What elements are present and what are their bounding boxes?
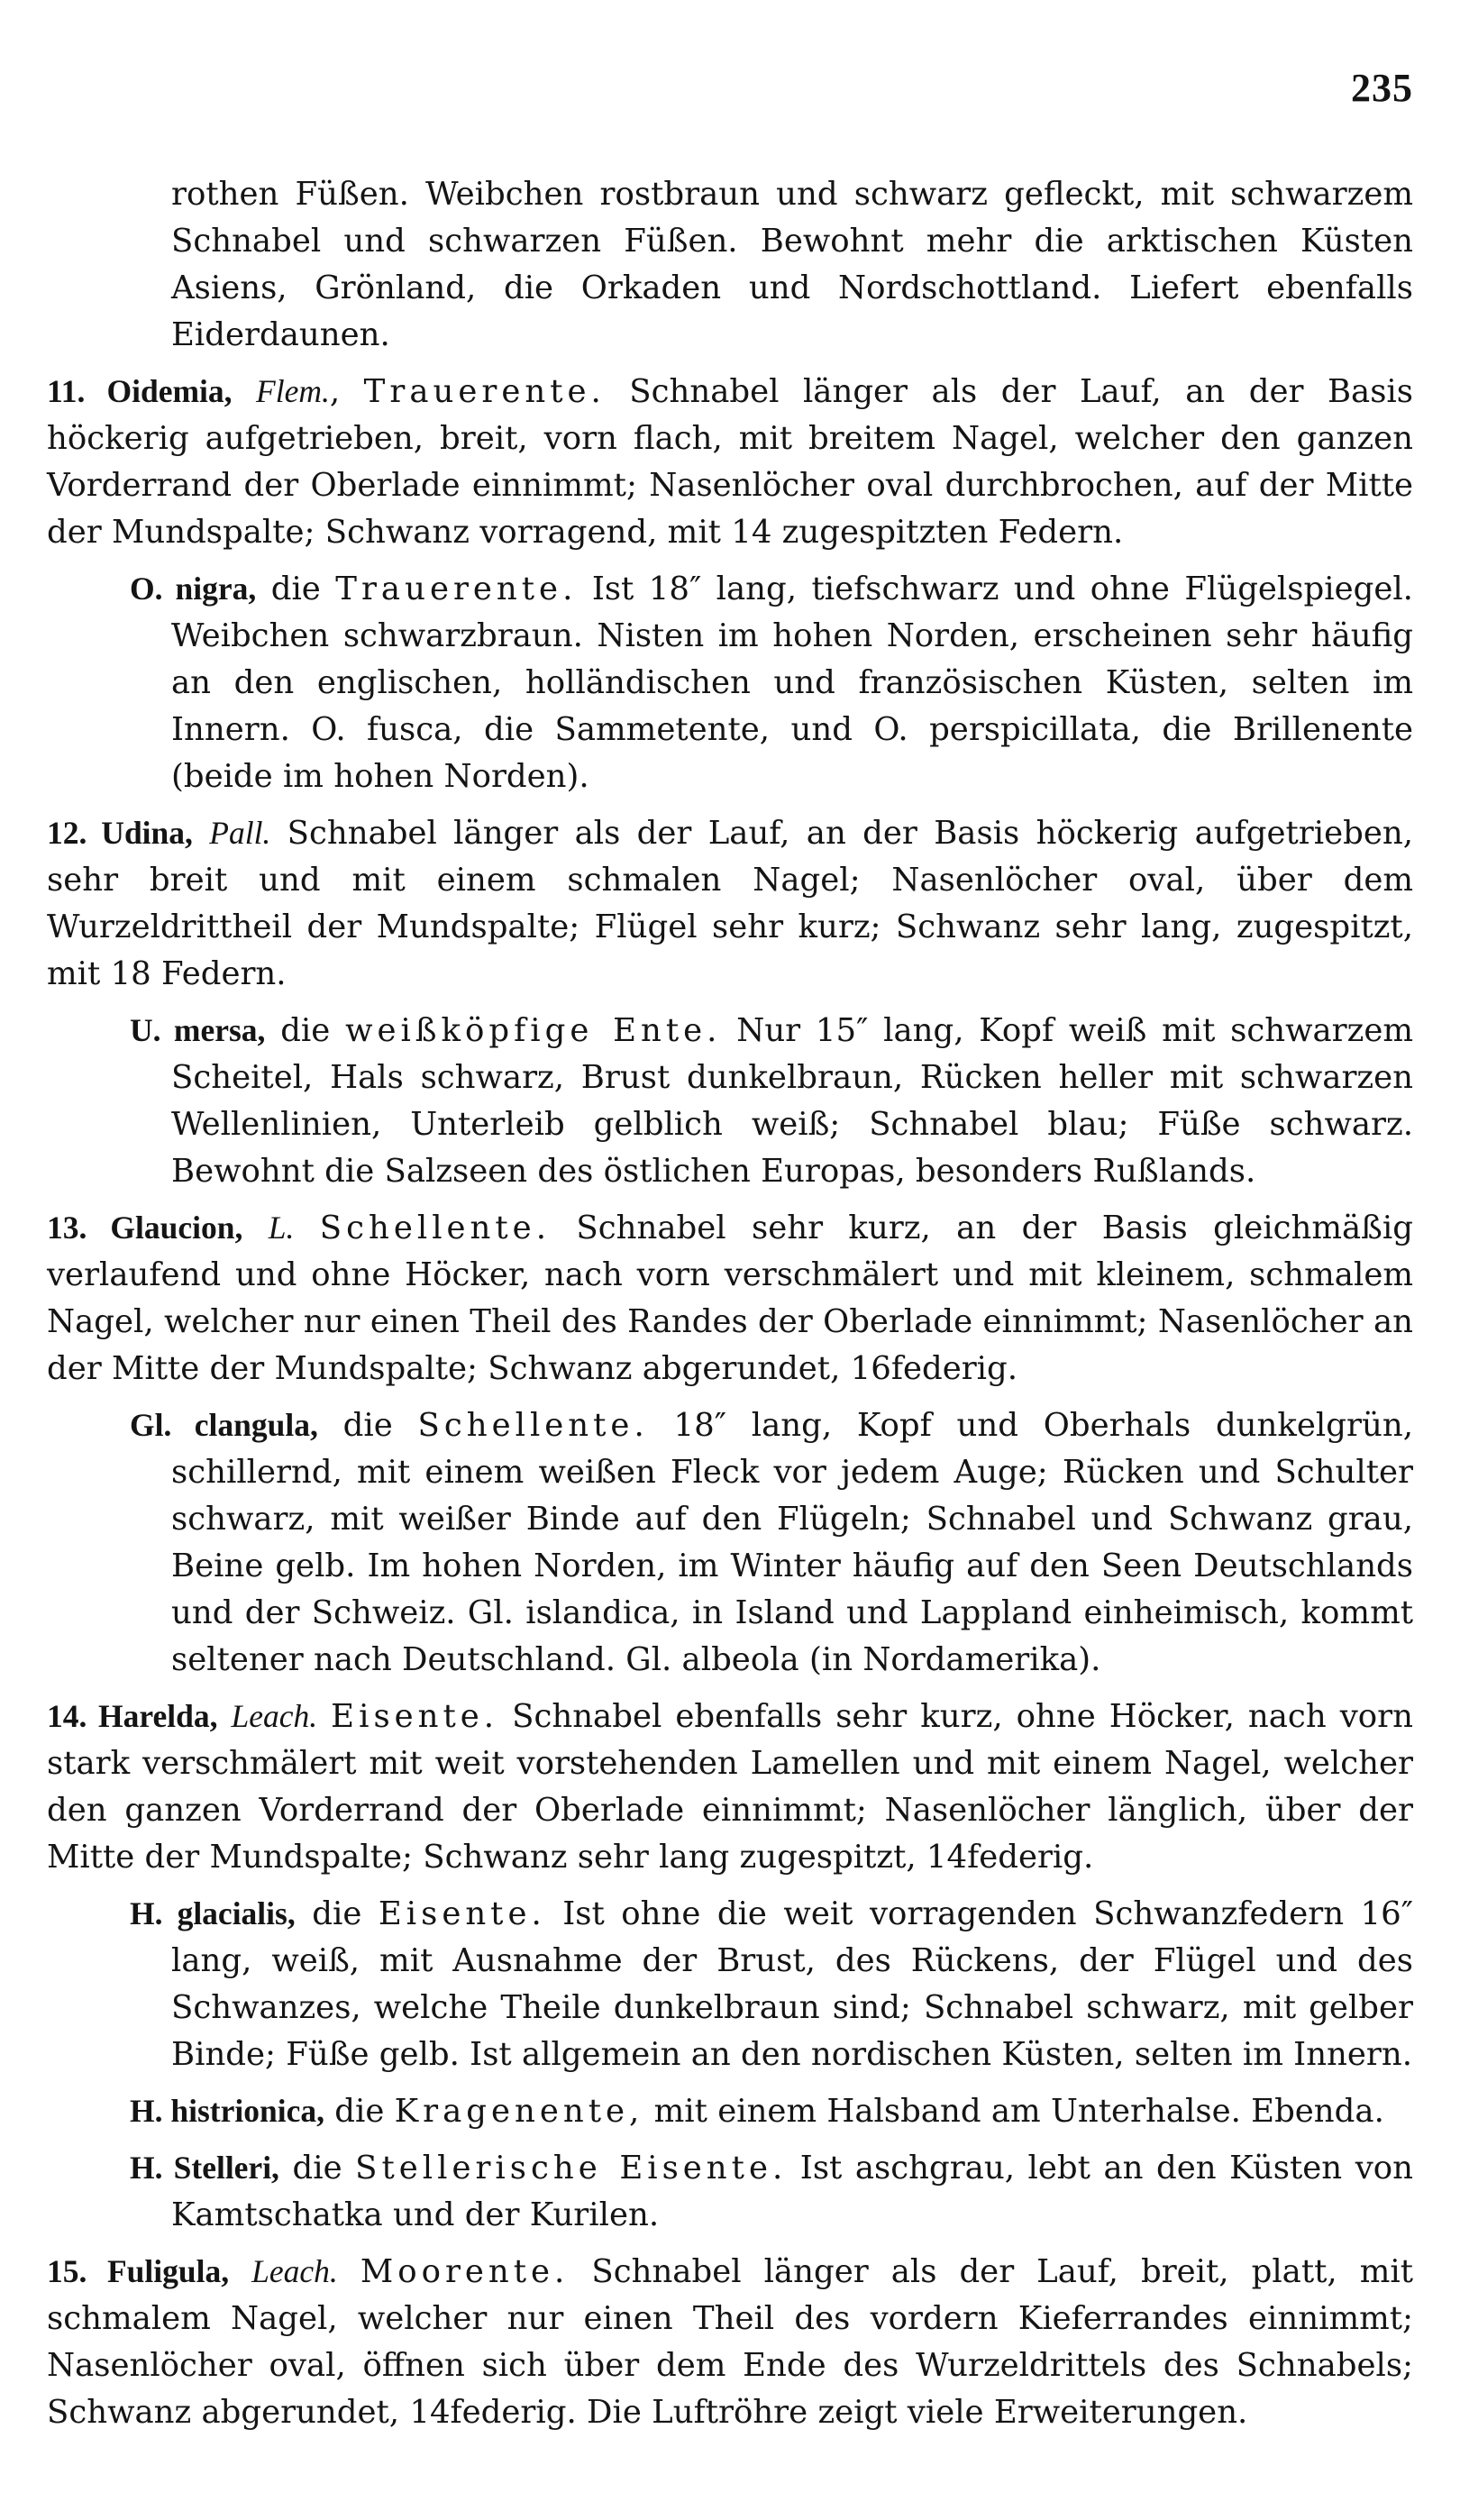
- paragraph-text: Schnabel länger als der Lauf, breit, platt, mit schmalem Nagel, welcher nur einen Theil des vordern Kieferrandes einnimmt; Nasenlöcher oval, öffnen sich über dem Ende des Wurzeldrittels des Schnabels; Schwanz abgerundet, 14federig. Die Luftröhre zeigt viele Erweiterungen.: [47, 2253, 1413, 2431]
- species-entry-h-stelleri: [130, 2144, 1413, 2239]
- species-entry-u-mersa: [130, 1007, 1413, 1195]
- paragraph-text: Ist aschgrau, lebt an den Küsten von Kamtschatka und der Kurilen.: [171, 2150, 1413, 2233]
- genus-heading: 15. Fuligula,: [47, 2253, 230, 2289]
- paragraph-text: Schnabel länger als der Lauf, an der Basis höckerig aufgetrieben, sehr breit und mit einem schmalen Nagel; Nasenlöcher oval, über dem Wurzeldrittheil der Mundspalte; Flügel sehr kurz; Schwanz sehr lang, zugespitzt, mit 18 Federn.: [47, 815, 1413, 992]
- paragraph-text: Ist ohne die weit vorragenden Schwanzfedern 16″ lang, weiß, mit Ausnahme der Brust, des Rückens, der Flügel und des Schwanzes, welche Theile dunkelbraun sind; Schnabel schwarz, mit gelber Binde; Füße gelb. Ist allgemein an den nordischen Küsten, selten im Innern.: [171, 1895, 1413, 2073]
- species-entry-h-histrionica: [130, 2087, 1413, 2135]
- genus-heading: 13. Glaucion,: [47, 1210, 243, 1246]
- article: die: [270, 571, 321, 607]
- common-name: Trauerente.: [335, 571, 578, 607]
- paragraph-text: Schnabel sehr kurz, an der Basis gleichmäßig verlaufend und ohne Höcker, nach vorn verschmälert und mit kleinem, schmalem Nagel, welcher nur einen Theil des Randes der Oberlade einnimmt; Nasenlöcher an der Mitte der Mundspalte; Schwanz abgerundet, 16federig.: [47, 1210, 1413, 1387]
- genus-author: Leach.: [231, 1698, 318, 1734]
- article: die: [342, 1407, 393, 1444]
- genus-heading: 14. Harelda,: [47, 1698, 218, 1734]
- common-name: Schellente.: [417, 1407, 649, 1444]
- species-heading: U. mersa,: [130, 1012, 266, 1048]
- genus-entry-harelda: [47, 1693, 1413, 1881]
- separator: ,: [329, 373, 341, 410]
- paragraph-continuation: [171, 171, 1413, 359]
- common-name: weißköpfige Ente.: [345, 1012, 722, 1049]
- common-name: Schellente.: [319, 1210, 551, 1246]
- species-entry-h-glacialis: [130, 1890, 1413, 2078]
- paragraph-text: rothen Füßen. Weibchen rostbraun und schwarz gefleckt, mit schwarzem Schnabel und schwarzen Füßen. Bewohnt mehr die arktischen Küsten Asiens, Grönland, die Orkaden und Nordschottland. Liefert ebenfalls Eiderdaunen.: [171, 176, 1413, 353]
- genus-entry-fuligula: [47, 2248, 1413, 2436]
- paragraph-text: mit einem Halsband am Unterhalse. Ebenda.: [653, 2093, 1384, 2130]
- paragraph-text: Schnabel ebenfalls sehr kurz, ohne Höcker, nach vorn stark verschmälert mit weit vorstehenden Lamellen und mit einem Nagel, welcher den ganzen Vorderrand der Oberlade einnimmt; Nasenlöcher länglich, über der Mitte der Mundspalte; Schwanz sehr lang zugespitzt, 14federig.: [47, 1698, 1413, 1876]
- species-entry-o-nigra: [130, 565, 1413, 800]
- paragraph-text: Ist 18″ lang, tiefschwarz und ohne Flügelspiegel. Weibchen schwarzbraun. Nisten im hohen Norden, erscheinen sehr häufig an den englischen, holländischen und französischen Küsten, selten im Innern. O. fusca, die Sammetente, und O. perspicillata, die Brillenente (beide im hohen Norden).: [171, 571, 1413, 795]
- common-name: Stellerische Eisente.: [355, 2150, 788, 2187]
- common-name: Eisente.: [378, 1895, 546, 1932]
- common-name: Trauerente.: [363, 373, 606, 410]
- page-number: 235: [1351, 66, 1413, 110]
- genus-heading: 12. Udina,: [47, 815, 193, 851]
- paragraph-text: Nur 15″ lang, Kopf weiß mit schwarzem Scheitel, Hals schwarz, Brust dunkelbraun, Rücken heller mit schwarzen Wellenlinien, Unterleib gelblich weiß; Schnabel blau; Füße schwarz. Bewohnt die Salzseen des östlichen Europas, besonders Rußlands.: [171, 1012, 1413, 1190]
- paragraph-text: 18″ lang, Kopf und Oberhals dunkelgrün, schillernd, mit einem weißen Fleck vor jedem Auge; Rücken und Schulter schwarz, mit weißer Binde auf den Flügeln; Schnabel und Schwanz grau, Beine gelb. Im hohen Norden, im Winter häufig auf den Seen Deutschlands und der Schweiz. Gl. islandica, in Island und Lappland einheimisch, kommt seltener nach Deutschland. Gl. albeola (in Nordamerika).: [171, 1407, 1413, 1678]
- genus-entry-udina: [47, 809, 1413, 998]
- genus-author: Leach.: [251, 2253, 338, 2289]
- genus-author: Flem.: [256, 373, 330, 409]
- article: die: [334, 2093, 385, 2130]
- paragraph-text: Schnabel länger als der Lauf, an der Basis höckerig aufgetrieben, breit, vorn flach, mit breitem Nagel, welcher den ganzen Vorderrand der Oberlade einnimmt; Nasenlöcher oval durchbrochen, auf der Mitte der Mundspalte; Schwanz vorragend, mit 14 zugespitzten Federn.: [47, 373, 1413, 551]
- common-name: Kragenente,: [394, 2093, 644, 2130]
- genus-author: Pall.: [209, 815, 271, 851]
- genus-entry-oidemia: [47, 368, 1413, 556]
- page-body: [47, 171, 1413, 2445]
- species-heading: H. glacialis,: [130, 1895, 296, 1931]
- genus-entry-glaucion: [47, 1204, 1413, 1392]
- common-name: Moorente.: [360, 2253, 570, 2290]
- article: die: [280, 1012, 331, 1049]
- common-name: Eisente.: [331, 1698, 499, 1735]
- genus-author: L.: [268, 1210, 295, 1246]
- genus-heading: 11. Oidemia,: [47, 373, 233, 409]
- species-heading: H. Stelleri,: [130, 2150, 279, 2186]
- species-heading: Gl. clangula,: [130, 1407, 318, 1443]
- article: die: [292, 2150, 342, 2187]
- species-heading: O. nigra,: [130, 571, 257, 607]
- article: die: [312, 1895, 362, 1932]
- species-entry-gl-clangula: [130, 1402, 1413, 1684]
- species-heading: H. histrionica,: [130, 2093, 324, 2129]
